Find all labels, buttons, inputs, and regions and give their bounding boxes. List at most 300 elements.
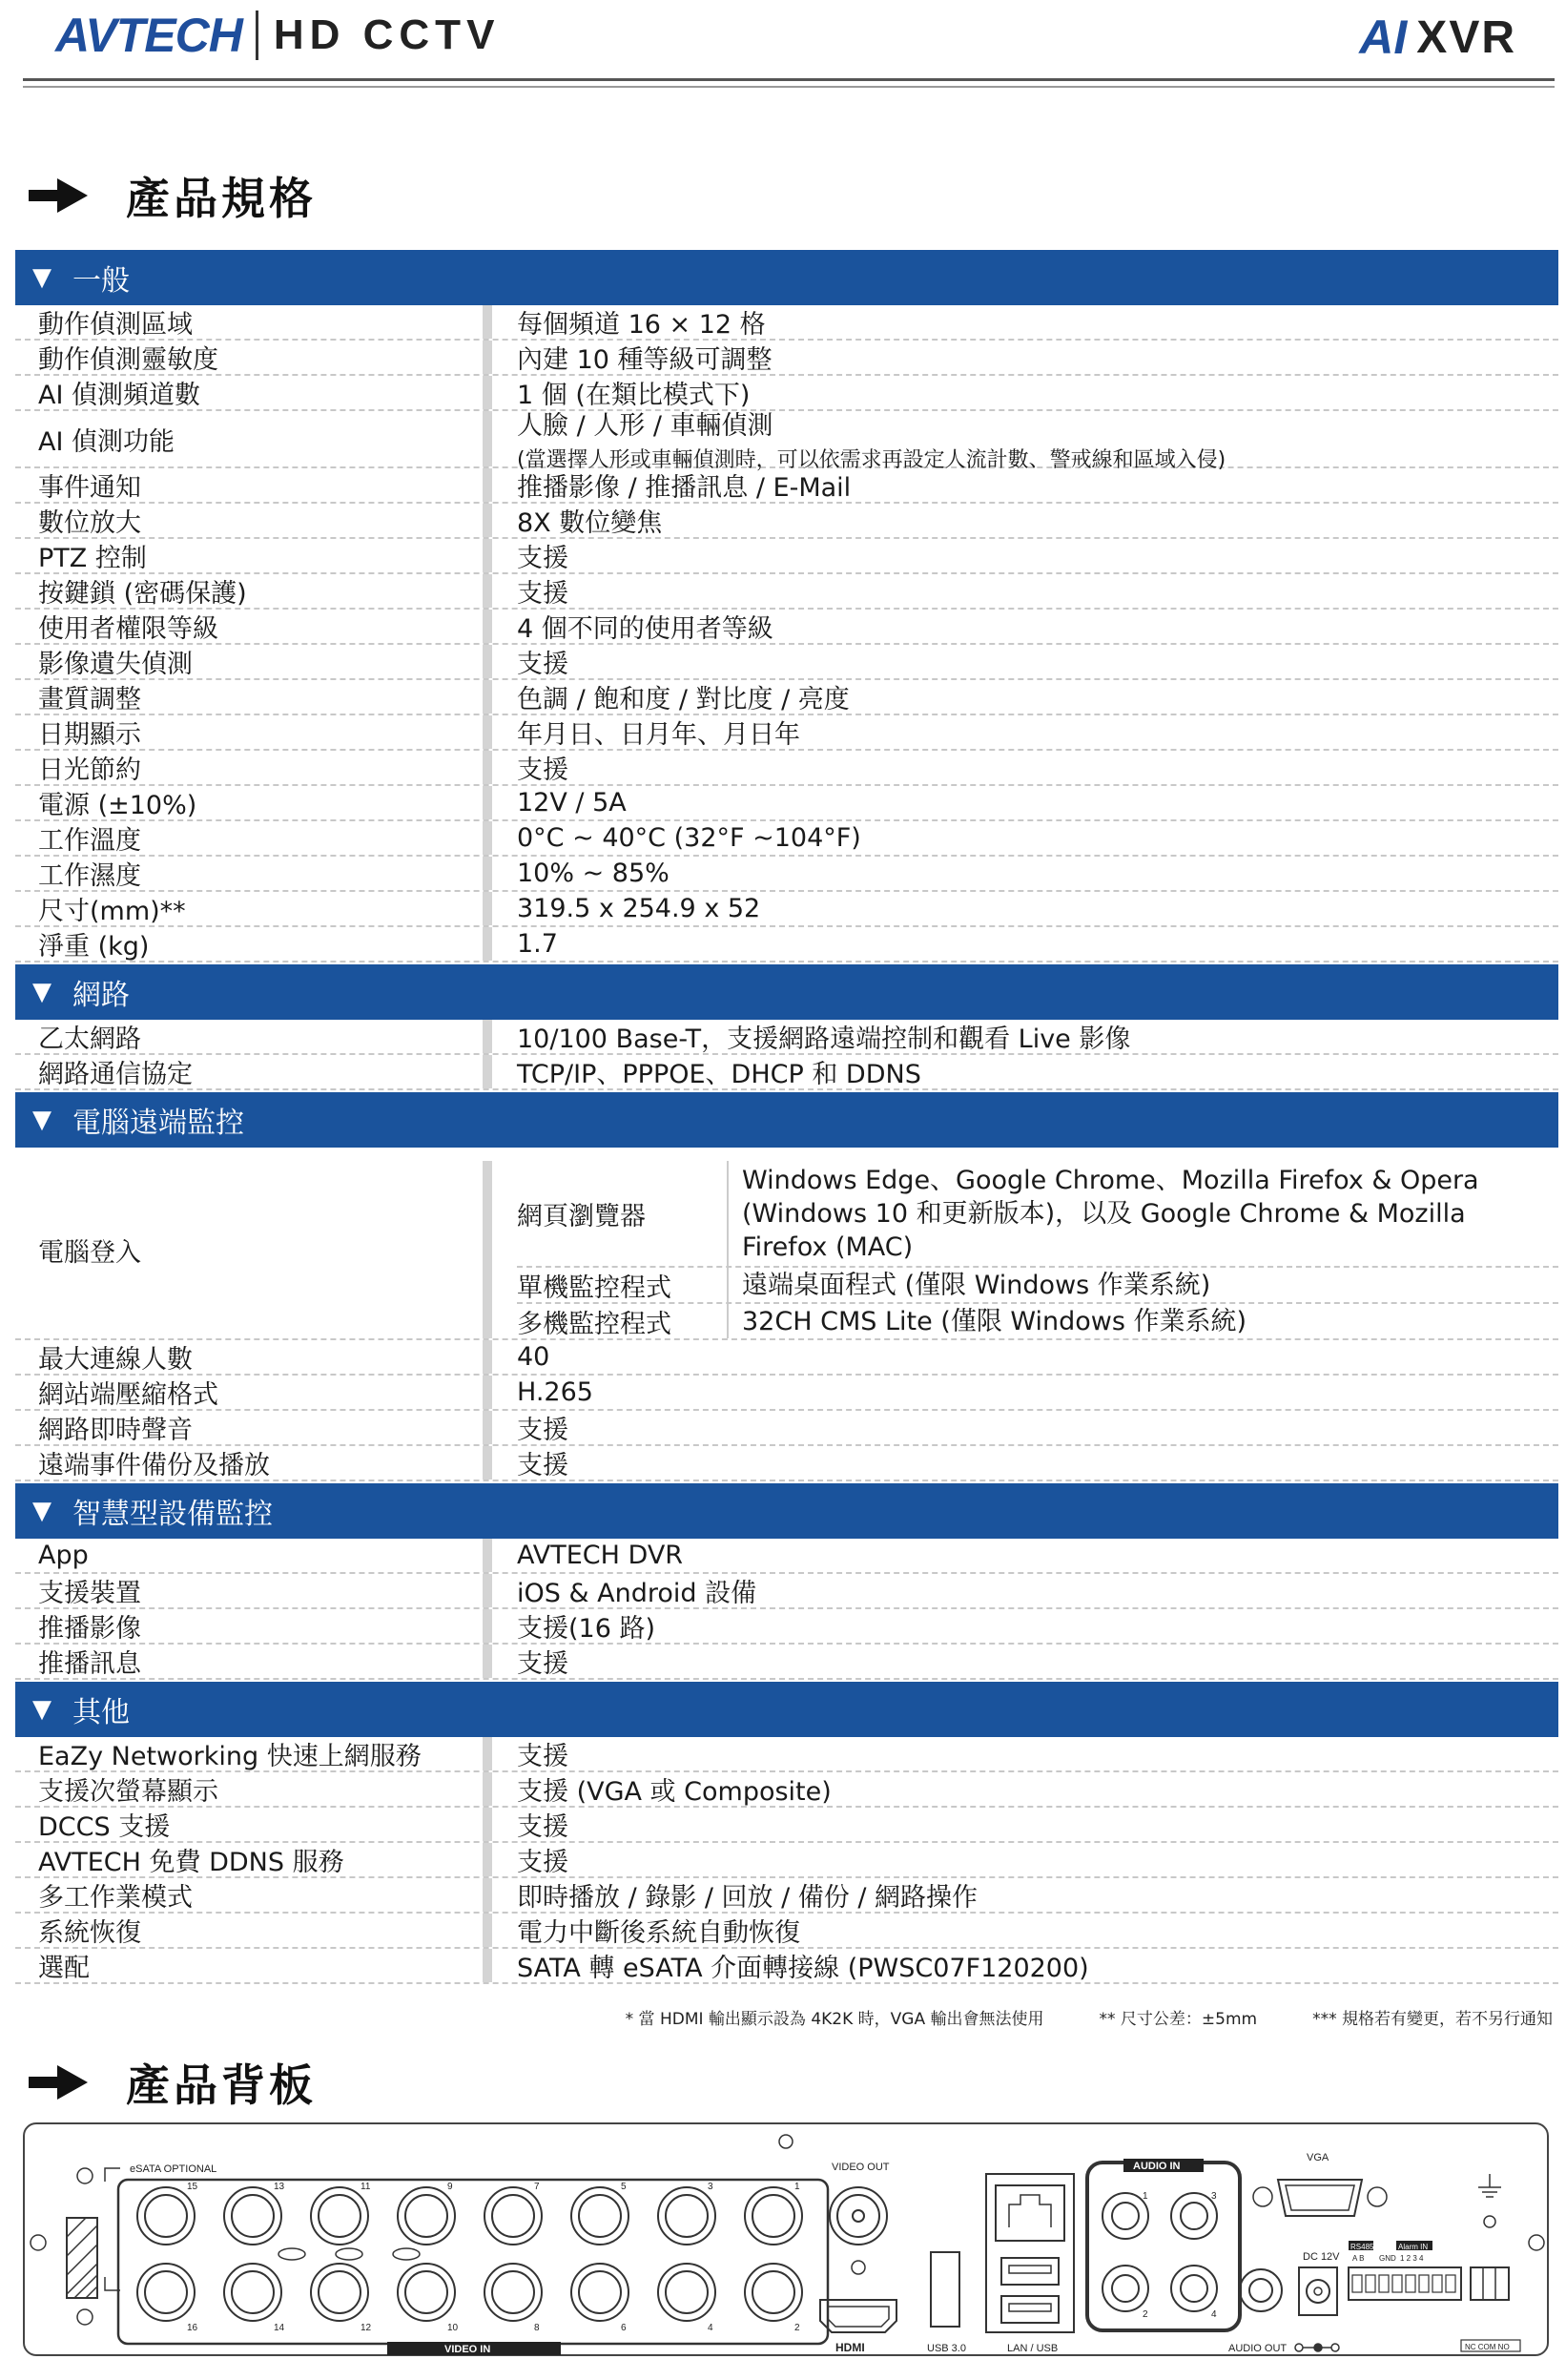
spec-row bbox=[15, 1914, 1558, 1949]
smart-rows bbox=[15, 1539, 1558, 1680]
row-label: 電源 (±10%) bbox=[38, 791, 197, 820]
row-value-cell bbox=[517, 857, 1558, 890]
row-value-cell bbox=[517, 1737, 1558, 1770]
column-divider bbox=[483, 751, 492, 784]
spec-row bbox=[15, 1411, 1558, 1446]
row-value-cell bbox=[517, 539, 1558, 572]
section-title: 一般 bbox=[72, 264, 130, 298]
row-label: 動作偵測靈敏度 bbox=[38, 345, 218, 375]
spec-row bbox=[15, 1808, 1558, 1843]
row-label: 日光節約 bbox=[38, 755, 141, 785]
option-value: 32CH CMS Lite (僅限 Windows 作業系統) bbox=[742, 1306, 1247, 1336]
brand-ai: AI bbox=[1359, 10, 1408, 64]
dc-polarity-icon bbox=[1295, 2344, 1339, 2351]
audio-out-jack bbox=[1240, 2269, 1282, 2311]
option-key: 多機監控程式 bbox=[517, 1304, 729, 1338]
channel-number: 8 bbox=[534, 2323, 540, 2333]
row-value-cell bbox=[517, 821, 1558, 855]
column-divider bbox=[483, 680, 492, 714]
esata-label: eSATA OPTIONAL bbox=[130, 2163, 217, 2175]
terminal-pin bbox=[1446, 2275, 1455, 2292]
brand-logo bbox=[55, 8, 500, 63]
usb3-port bbox=[931, 2252, 959, 2327]
spec-row bbox=[15, 821, 1558, 857]
section-title: 電腦遠端監控 bbox=[72, 1107, 244, 1140]
row-value-cell bbox=[517, 305, 1558, 339]
row-label: AI 偵測功能 bbox=[38, 426, 175, 457]
screw-icon bbox=[1484, 2216, 1495, 2227]
spec-row bbox=[15, 1843, 1558, 1878]
row-value: 支援 bbox=[517, 1451, 568, 1480]
screw-icon bbox=[1529, 2235, 1544, 2250]
bnc-connectors bbox=[137, 2182, 802, 2333]
login-option-multi bbox=[517, 1304, 1558, 1338]
row-label: 遠端事件備份及播放 bbox=[38, 1451, 270, 1480]
brand-xvr: XVR bbox=[1416, 11, 1516, 63]
footnote: * 當 HDMI 輸出顯示設為 4K2K 時，VGA 輸出會無法使用 bbox=[625, 2010, 1044, 2029]
column-divider bbox=[483, 341, 492, 374]
ground-icon bbox=[1478, 2174, 1501, 2197]
audio-in-jack bbox=[1171, 2266, 1217, 2311]
spec-row bbox=[15, 610, 1558, 645]
row-label: 按鍵鎖 (密碼保護) bbox=[38, 579, 247, 609]
spec-row bbox=[15, 1949, 1558, 1984]
alarm-num-label: 1 2 3 4 bbox=[1400, 2254, 1424, 2263]
backpanel-heading bbox=[29, 2051, 317, 2114]
row-value-cell bbox=[517, 411, 1558, 472]
spec-row bbox=[15, 504, 1558, 539]
usb-port bbox=[1001, 2258, 1059, 2285]
row-value-cell bbox=[517, 1376, 1558, 1409]
option-value: Windows Edge、Google Chrome、Mozilla Firefox & Opera (Windows 10 和更新版本)，以及 Google Chrome & Mozilla Firefox (MAC) bbox=[742, 1165, 1479, 1262]
row-value: 每個頻道 16 × 12 格 bbox=[517, 310, 766, 340]
row-value-cell bbox=[517, 1055, 1558, 1088]
spec-row bbox=[15, 892, 1558, 927]
channel-number: 7 bbox=[534, 2182, 540, 2192]
row-label: 推播訊息 bbox=[38, 1649, 141, 1679]
option-key: 網頁瀏覽器 bbox=[517, 1161, 729, 1266]
spec-row bbox=[15, 1609, 1558, 1645]
screw-icon bbox=[852, 2261, 865, 2274]
column-divider bbox=[483, 1949, 492, 1982]
row-label: 動作偵測區域 bbox=[38, 310, 193, 340]
row-value: iOS & Android 設備 bbox=[517, 1579, 757, 1608]
row-label: PTZ 控制 bbox=[38, 544, 147, 573]
row-value-cell bbox=[517, 1808, 1558, 1841]
column-divider bbox=[483, 1340, 492, 1374]
spec-row bbox=[15, 468, 1558, 504]
lan-usb-block bbox=[986, 2174, 1074, 2332]
row-value: 319.5 x 254.9 x 52 bbox=[517, 894, 761, 923]
column-divider bbox=[483, 1539, 492, 1572]
channel-number: 10 bbox=[447, 2323, 459, 2333]
row-value: 支援 bbox=[517, 1649, 568, 1679]
audio-channel-number: 4 bbox=[1211, 2309, 1217, 2320]
column-divider bbox=[483, 1020, 492, 1053]
spec-row bbox=[15, 1055, 1558, 1090]
row-value: 支援 bbox=[517, 755, 568, 785]
column-divider bbox=[483, 574, 492, 608]
channel-number: 4 bbox=[708, 2323, 713, 2333]
row-value: 支援 bbox=[517, 579, 568, 609]
column-divider bbox=[483, 857, 492, 890]
terminal-pin bbox=[1352, 2275, 1362, 2292]
channel-number: 5 bbox=[621, 2182, 627, 2192]
audio-channel-number: 2 bbox=[1143, 2309, 1148, 2320]
row-value: 支援(16 路) bbox=[517, 1614, 656, 1644]
row-value: 1.7 bbox=[517, 929, 558, 959]
row-value-cell bbox=[517, 1609, 1558, 1643]
row-value-cell bbox=[517, 1539, 1558, 1572]
row-value: 內建 10 種等級可調整 bbox=[517, 345, 773, 375]
spec-row bbox=[15, 1772, 1558, 1808]
row-value: 人臉 / 人形 / 車輛偵測 bbox=[517, 411, 773, 441]
row-value-cell bbox=[517, 1340, 1558, 1374]
pc-login-row bbox=[15, 1161, 1558, 1340]
audio-channel-number: 1 bbox=[1143, 2191, 1148, 2202]
spec-row bbox=[15, 1539, 1558, 1574]
option-key: 單機監控程式 bbox=[517, 1268, 729, 1302]
spec-row bbox=[15, 411, 1558, 472]
audio-channel-number: 3 bbox=[1211, 2191, 1217, 2202]
spec-row bbox=[15, 574, 1558, 610]
spec-row bbox=[15, 1878, 1558, 1914]
section-bar-general bbox=[15, 250, 1558, 305]
row-label: 使用者權限等級 bbox=[38, 614, 218, 644]
row-label: App bbox=[38, 1541, 89, 1570]
header-rule-thin bbox=[23, 86, 1555, 88]
channel-number: 16 bbox=[187, 2323, 198, 2333]
login-option-single bbox=[517, 1268, 1558, 1304]
channel-number: 14 bbox=[274, 2323, 285, 2333]
column-divider bbox=[483, 504, 492, 537]
triangle-down-icon: ▼ bbox=[32, 1497, 52, 1525]
row-label: 尺寸(mm)** bbox=[38, 897, 186, 926]
spec-row bbox=[15, 539, 1558, 574]
network-rows bbox=[15, 1020, 1558, 1090]
row-value: 色調 / 飽和度 / 對比度 / 亮度 bbox=[517, 685, 850, 714]
row-value: 12V / 5A bbox=[517, 788, 627, 817]
spec-row bbox=[15, 680, 1558, 715]
row-value: 支援 bbox=[517, 650, 568, 679]
spec-row bbox=[15, 1574, 1558, 1609]
row-value-cell bbox=[517, 1020, 1558, 1053]
spec-row bbox=[15, 305, 1558, 341]
mount-hole bbox=[278, 2248, 305, 2260]
row-label: 系統恢復 bbox=[38, 1918, 141, 1948]
specs-title: 產品規格 bbox=[126, 173, 317, 224]
spec-row bbox=[15, 645, 1558, 680]
column-divider bbox=[483, 1055, 492, 1088]
row-label: 日期顯示 bbox=[38, 720, 141, 750]
terminal-pin bbox=[1419, 2275, 1429, 2292]
back-panel-svg bbox=[25, 2124, 1551, 2358]
row-label: 支援次螢幕顯示 bbox=[38, 1777, 218, 1807]
column-divider bbox=[483, 1645, 492, 1678]
usb3-label: USB 3.0 bbox=[927, 2343, 966, 2354]
dc-port bbox=[1299, 2267, 1337, 2315]
section-bar-network bbox=[15, 964, 1558, 1020]
pc-login-options bbox=[517, 1161, 1558, 1338]
row-label: 推播影像 bbox=[38, 1614, 141, 1644]
row-value: AVTECH DVR bbox=[517, 1541, 684, 1570]
screw-icon bbox=[77, 2168, 93, 2183]
spec-row bbox=[15, 1645, 1558, 1680]
column-divider bbox=[483, 1446, 492, 1480]
row-value: 0°C ~ 40°C (32°F ~104°F) bbox=[517, 823, 861, 853]
row-label: 事件通知 bbox=[38, 473, 141, 503]
row-label: 選配 bbox=[38, 1954, 90, 1983]
arrow-right-icon bbox=[29, 178, 88, 213]
row-value-cell bbox=[517, 751, 1558, 784]
row-value-cell bbox=[517, 1878, 1558, 1912]
section-title: 智慧型設備監控 bbox=[72, 1498, 273, 1531]
row-label: 影像遺失偵測 bbox=[38, 650, 193, 679]
column-divider bbox=[483, 1574, 492, 1607]
row-value: 電力中斷後系統自動恢復 bbox=[517, 1918, 800, 1948]
hdmi-port bbox=[820, 2300, 896, 2332]
row-value-cell bbox=[517, 1843, 1558, 1876]
triangle-down-icon: ▼ bbox=[32, 1695, 52, 1724]
row-label: 淨重 (kg) bbox=[38, 932, 150, 962]
video-in-block bbox=[118, 2180, 828, 2344]
gnd-label: GND bbox=[1379, 2254, 1396, 2263]
audio-in-jack bbox=[1102, 2193, 1148, 2239]
terminal-pin bbox=[1432, 2275, 1442, 2292]
row-value: 8X 數位變焦 bbox=[517, 508, 663, 538]
relay-terminal bbox=[1471, 2267, 1509, 2300]
row-value-cell bbox=[517, 1914, 1558, 1947]
row-label: 網路通信協定 bbox=[38, 1060, 193, 1089]
row-label: 最大連線人數 bbox=[38, 1345, 193, 1375]
lan-port bbox=[996, 2185, 1064, 2241]
row-value: 4 個不同的使用者等級 bbox=[517, 614, 773, 644]
footnotes bbox=[626, 2005, 1553, 2029]
mount-hole bbox=[336, 2248, 362, 2260]
screw-icon bbox=[31, 2235, 46, 2250]
section-bar-smart bbox=[15, 1483, 1558, 1539]
other-rows bbox=[15, 1737, 1558, 1984]
terminal-pin bbox=[1406, 2275, 1415, 2292]
triangle-down-icon: ▼ bbox=[32, 263, 52, 292]
row-value-cell bbox=[517, 1574, 1558, 1607]
section-bar-pc bbox=[15, 1092, 1558, 1148]
row-value: 10% ~ 85% bbox=[517, 859, 670, 888]
row-value-cell bbox=[517, 341, 1558, 374]
row-value-cell bbox=[517, 786, 1558, 819]
row-value: TCP/IP、PPPOE、DHCP 和 DDNS bbox=[517, 1060, 921, 1089]
alarm-in-label: Alarm IN bbox=[1398, 2243, 1429, 2251]
triangle-down-icon: ▼ bbox=[32, 978, 52, 1006]
column-divider bbox=[483, 1772, 492, 1806]
row-value-cell bbox=[517, 1772, 1558, 1806]
column-divider bbox=[483, 715, 492, 749]
screw-icon bbox=[779, 2135, 793, 2148]
row-label: AVTECH 免費 DDNS 服務 bbox=[38, 1848, 344, 1877]
row-value-cell bbox=[517, 892, 1558, 925]
row-value: SATA 轉 eSATA 介面轉接線 (PWSC07F120200) bbox=[517, 1954, 1089, 1983]
audio-in-label: AUDIO IN bbox=[1133, 2161, 1181, 2172]
row-value: 支援 bbox=[517, 1812, 568, 1842]
spec-row bbox=[15, 857, 1558, 892]
row-value-cell bbox=[517, 680, 1558, 714]
audio-out-label: AUDIO OUT bbox=[1228, 2343, 1288, 2354]
column-divider bbox=[483, 1161, 492, 1338]
screw-icon bbox=[77, 2309, 93, 2325]
row-value: 即時播放 / 錄影 / 回放 / 備份 / 網路操作 bbox=[517, 1883, 979, 1913]
column-divider bbox=[483, 821, 492, 855]
lan-usb-label: LAN / USB bbox=[1007, 2343, 1059, 2354]
spec-row bbox=[15, 1376, 1558, 1411]
column-divider bbox=[483, 411, 492, 466]
channel-number: 3 bbox=[708, 2182, 713, 2192]
column-divider bbox=[483, 376, 492, 409]
row-value: 支援 bbox=[517, 1742, 568, 1771]
row-value-cell bbox=[517, 1411, 1558, 1444]
row-label: 網站端壓縮格式 bbox=[38, 1380, 218, 1410]
row-value-cell bbox=[517, 468, 1558, 502]
section-title: 其他 bbox=[72, 1696, 130, 1729]
brand-product: HD CCTV bbox=[273, 11, 501, 58]
column-divider bbox=[483, 539, 492, 572]
row-label: 數位放大 bbox=[38, 508, 141, 538]
column-divider bbox=[483, 645, 492, 678]
row-value: 40 bbox=[517, 1342, 550, 1372]
channel-number: 9 bbox=[447, 2182, 453, 2192]
rs485-label: RS485 bbox=[1350, 2243, 1374, 2251]
section-title: 網路 bbox=[72, 979, 130, 1012]
row-value-cell bbox=[517, 1645, 1558, 1678]
video-in-label: VIDEO IN bbox=[444, 2344, 491, 2355]
brand-divider bbox=[256, 10, 258, 60]
spec-row bbox=[15, 751, 1558, 786]
row-value: 10/100 Base-T，支援網路遠端控制和觀看 Live 影像 bbox=[517, 1024, 1131, 1054]
spec-row bbox=[15, 341, 1558, 376]
column-divider bbox=[483, 610, 492, 643]
row-label: 網路即時聲音 bbox=[38, 1416, 193, 1445]
row-label: DCCS 支援 bbox=[38, 1812, 171, 1842]
column-divider bbox=[483, 1808, 492, 1841]
spec-row bbox=[15, 715, 1558, 751]
footnote: ** 尺寸公差：±5mm bbox=[1099, 2010, 1258, 2029]
row-value-cell bbox=[517, 574, 1558, 608]
column-divider bbox=[483, 927, 492, 961]
channel-number: 2 bbox=[794, 2323, 800, 2333]
row-label: 工作溫度 bbox=[38, 826, 141, 856]
footnote: *** 規格若有變更，若不另行通知 bbox=[1312, 2010, 1553, 2029]
backpanel-title: 產品背板 bbox=[126, 2059, 317, 2111]
row-value: 1 個 (在類比模式下) bbox=[517, 381, 751, 410]
section-bar-other bbox=[15, 1682, 1558, 1737]
row-label: 乙太網路 bbox=[38, 1024, 141, 1054]
dc-label: DC 12V bbox=[1303, 2251, 1340, 2263]
column-divider bbox=[483, 892, 492, 925]
rs485-ab-label: A B bbox=[1352, 2254, 1365, 2263]
row-value: 年月日、日月年、月日年 bbox=[517, 720, 800, 750]
brand-avtech: AVTECH bbox=[55, 9, 242, 62]
row-label: 畫質調整 bbox=[38, 685, 141, 714]
row-value-cell bbox=[517, 645, 1558, 678]
terminal-pin bbox=[1379, 2275, 1389, 2292]
header-rule bbox=[23, 78, 1555, 81]
audio-in-jack bbox=[1102, 2266, 1148, 2311]
row-value-cell bbox=[517, 504, 1558, 537]
spec-row bbox=[15, 927, 1558, 962]
row-value: 支援 bbox=[517, 1416, 568, 1445]
column-divider bbox=[483, 1737, 492, 1770]
column-divider bbox=[483, 1914, 492, 1947]
spec-row bbox=[15, 1020, 1558, 1055]
mount-hole bbox=[393, 2248, 420, 2260]
audio-in-jack bbox=[1171, 2193, 1217, 2239]
back-panel-diagram bbox=[23, 2122, 1549, 2356]
hdmi-label: HDMI bbox=[835, 2341, 865, 2354]
row-label: EaZy Networking 快速上網服務 bbox=[38, 1742, 422, 1771]
row-value-cell bbox=[517, 610, 1558, 643]
usb-port bbox=[1001, 2296, 1059, 2323]
row-value: 支援 bbox=[517, 1848, 568, 1877]
terminal-pin bbox=[1392, 2275, 1402, 2292]
specs-heading bbox=[29, 164, 317, 227]
row-label: AI 偵測頻道數 bbox=[38, 381, 201, 410]
row-note: (當選擇人形或車輛偵測時，可以依需求再設定人流計數、警戒線和區域入侵) bbox=[517, 448, 1226, 472]
vga-label: VGA bbox=[1307, 2152, 1329, 2163]
row-value: 支援 (VGA 或 Composite) bbox=[517, 1777, 832, 1807]
login-option-browser bbox=[517, 1161, 1558, 1268]
product-logo bbox=[1359, 10, 1516, 65]
column-divider bbox=[483, 786, 492, 819]
row-value: 推播影像 / 推播訊息 / E-Mail bbox=[517, 473, 852, 503]
row-label: 多工作業模式 bbox=[38, 1883, 193, 1913]
channel-number: 13 bbox=[274, 2182, 285, 2192]
spec-row bbox=[15, 1446, 1558, 1481]
row-value-cell bbox=[517, 715, 1558, 749]
terminal-pins bbox=[1352, 2275, 1455, 2292]
channel-number: 12 bbox=[361, 2323, 372, 2333]
row-value-cell bbox=[517, 1446, 1558, 1480]
spec-row bbox=[15, 1340, 1558, 1376]
spec-row bbox=[15, 1737, 1558, 1772]
column-divider bbox=[483, 468, 492, 502]
relay-label: NC COM NO bbox=[1465, 2343, 1510, 2351]
arrow-right-icon bbox=[29, 2065, 88, 2100]
row-label: 工作濕度 bbox=[38, 861, 141, 891]
terminal-pin bbox=[1366, 2275, 1375, 2292]
channel-number: 11 bbox=[361, 2182, 371, 2192]
spec-table bbox=[15, 250, 1558, 1984]
column-divider bbox=[483, 1843, 492, 1876]
channel-number: 1 bbox=[794, 2182, 800, 2192]
column-divider bbox=[483, 1878, 492, 1912]
row-label: 電腦登入 bbox=[38, 1237, 141, 1268]
general-rows bbox=[15, 305, 1558, 962]
row-label: 支援裝置 bbox=[38, 1579, 141, 1608]
spec-row bbox=[15, 786, 1558, 821]
triangle-down-icon: ▼ bbox=[32, 1106, 52, 1134]
channel-number: 6 bbox=[621, 2323, 627, 2333]
column-divider bbox=[483, 1609, 492, 1643]
option-value: 遠端桌面程式 (僅限 Windows 作業系統) bbox=[742, 1270, 1211, 1300]
row-value-cell bbox=[517, 1949, 1558, 1982]
channel-number: 15 bbox=[187, 2182, 198, 2192]
row-value: 支援 bbox=[517, 544, 568, 573]
video-out-label: VIDEO OUT bbox=[832, 2162, 890, 2173]
audio-connectors bbox=[1102, 2191, 1217, 2320]
column-divider bbox=[483, 1376, 492, 1409]
pc-rows bbox=[15, 1340, 1558, 1481]
row-value-cell bbox=[517, 927, 1558, 961]
column-divider bbox=[483, 1411, 492, 1444]
